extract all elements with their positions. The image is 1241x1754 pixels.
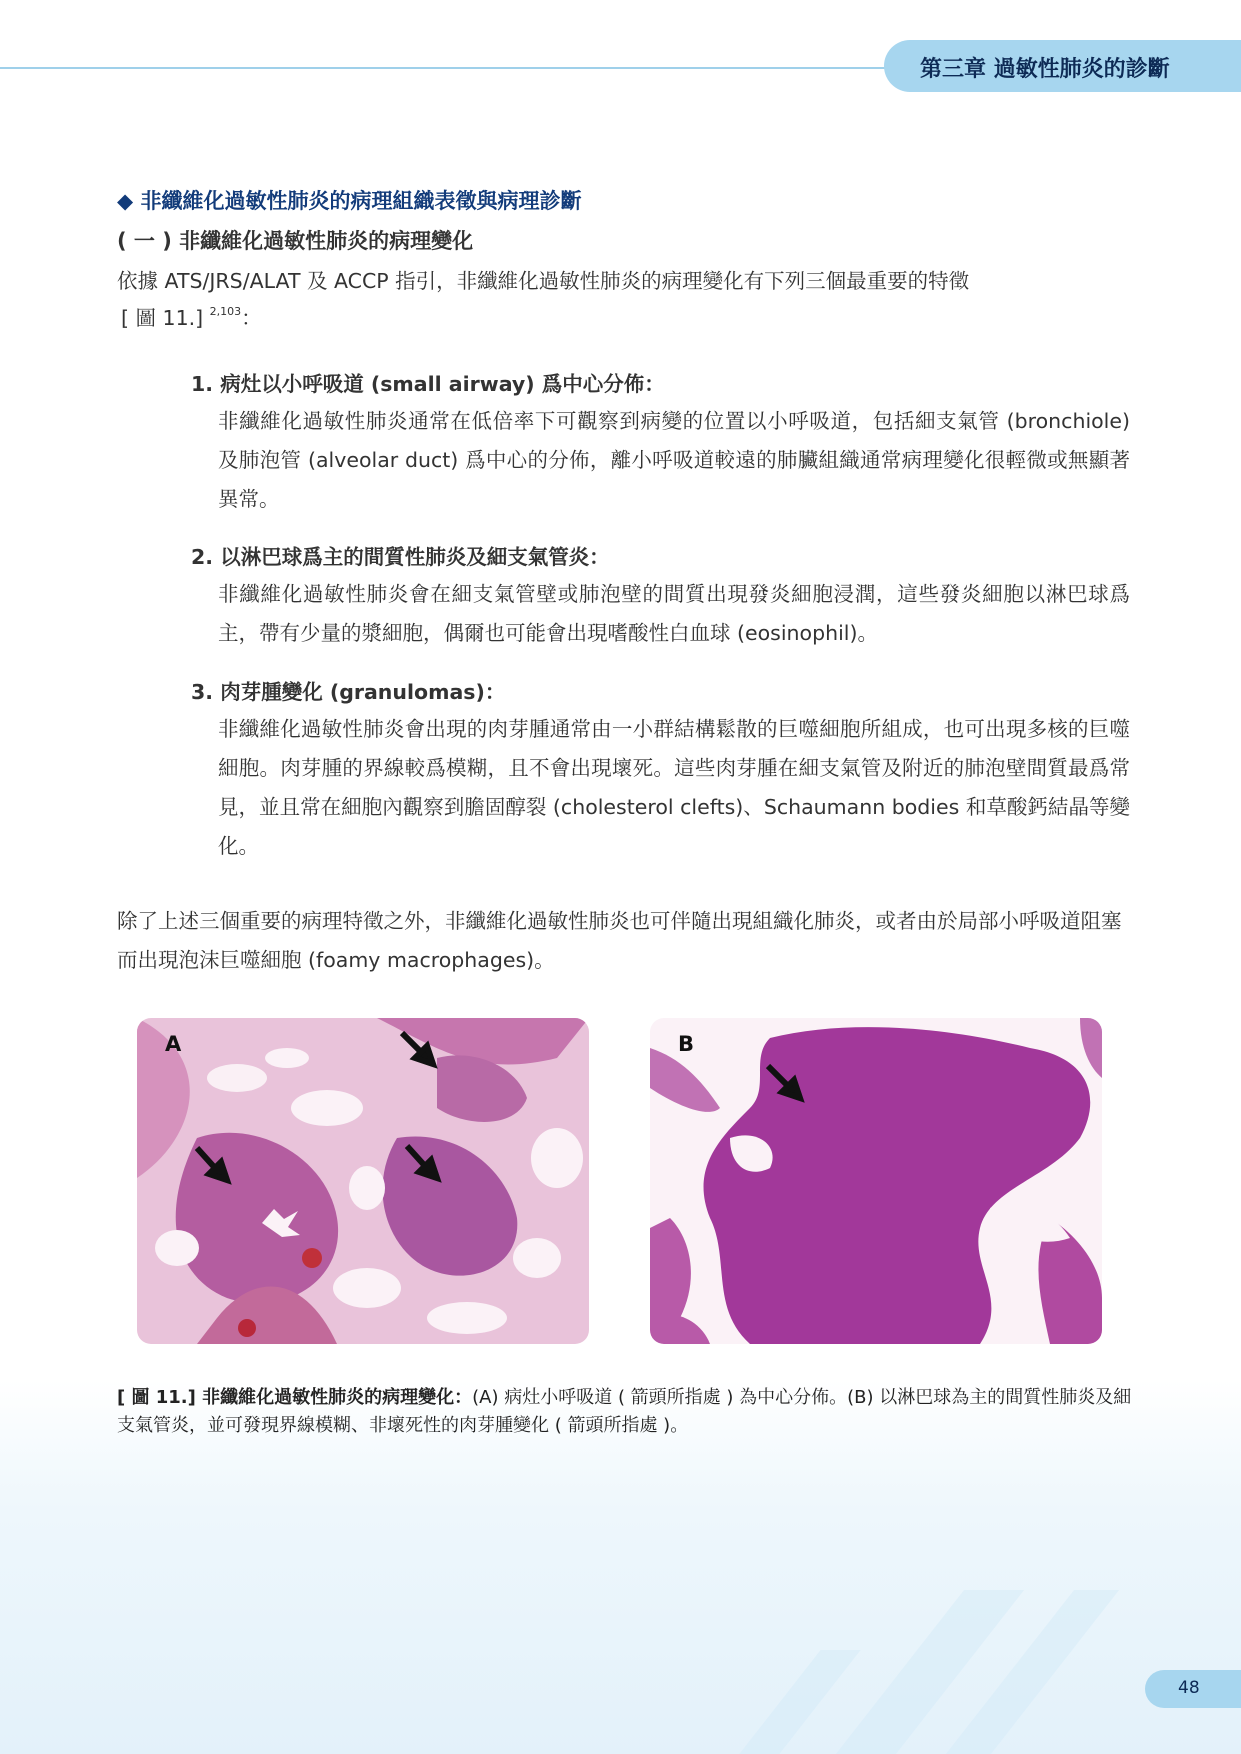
intro-reference (121, 301, 262, 331)
item-3-title: 3. 肉芽腫變化 (granulomas)： (191, 680, 506, 704)
figure-reference: [ 圖 11.] (121, 306, 204, 330)
arrow-icon (768, 1066, 788, 1086)
histology-image-b (650, 1018, 1102, 1344)
figure-a-arrows (137, 1018, 589, 1344)
figure-b-label: B (678, 1032, 695, 1056)
citation-superscript: 2,103 (209, 305, 242, 318)
figure-b-arrows (650, 1018, 1102, 1344)
intro-paragraph: 依據 ATS/JRS/ALAT 及 ACCP 指引，非纖維化過敏性肺炎的病理變化有下列三個最重要的特徵 (117, 269, 970, 293)
header-rule (0, 67, 900, 69)
item-2-body: 非纖維化過敏性肺炎會在細支氣管壁或肺泡壁的間質出現發炎細胞浸潤，這些發炎細胞以淋巴球爲主，帶有少量的漿細胞，偶爾也可能會出現嗜酸性白血球 (eosinophil)。 (218, 582, 1130, 645)
page-number: 48 (1178, 1678, 1200, 1698)
caption-text: (A) 病灶小呼吸道 ( 箭頭所指處 ) 為中心分佈。(B) 以淋巴球為主的間質性肺炎及細支氣管炎，並可發現界線模糊、非壞死性的肉芽腫變化 ( 箭頭所指處 )。 (117, 1387, 1132, 1436)
closing-paragraph: 除了上述三個重要的病理特徵之外，非纖維化過敏性肺炎也可伴隨出現組織化肺炎，或者由於局部小呼吸道阻塞而出現泡沫巨噬細胞 (foamy macrophages)。 (117, 909, 1122, 972)
arrow-icon (197, 1148, 215, 1168)
caption-lead: [ 圖 11.] 非纖維化過敏性肺炎的病理變化： (117, 1387, 473, 1408)
figure-caption (117, 1384, 1137, 1440)
item-3-body: 非纖維化過敏性肺炎會出現的肉芽腫通常由一小群結構鬆散的巨噬細胞所組成，也可出現多核的巨噬細胞。肉芽腫的界線較爲模糊，且不會出現壞死。這些肉芽腫在細支氣管及附近的肺泡壁間質最爲常見，並且常在細胞內觀察到膽固醇裂 (cholesterol clefts)、Schaumann bodies 和草酸鈣結晶等變化。 (218, 717, 1130, 858)
item-1-body: 非纖維化過敏性肺炎通常在低倍率下可觀察到病變的位置以小呼吸道，包括細支氣管 (bronchiole) 及肺泡管 (alveolar duct) 爲中心的分佈，離小呼吸道較遠的肺臟組織通常病理變化很輕微或無顯著異常。 (218, 409, 1130, 511)
figure-a-label: A (165, 1032, 182, 1056)
item-1-title: 1. 病灶以小呼吸道 (small airway) 爲中心分佈： (191, 372, 665, 396)
histology-image-a (137, 1018, 589, 1344)
arrow-icon (407, 1146, 425, 1166)
section-subheading: ( 一 ) 非纖維化過敏性肺炎的病理變化 (117, 229, 474, 253)
item-2-title: 2. 以淋巴球爲主的間質性肺炎及細支氣管炎： (191, 545, 610, 569)
intro-tail: ： (241, 306, 262, 330)
section-heading: ◆ 非纖維化過敏性肺炎的病理組織表徵與病理診斷 (117, 189, 582, 213)
chapter-title: 第三章 過敏性肺炎的診斷 (920, 57, 1170, 82)
